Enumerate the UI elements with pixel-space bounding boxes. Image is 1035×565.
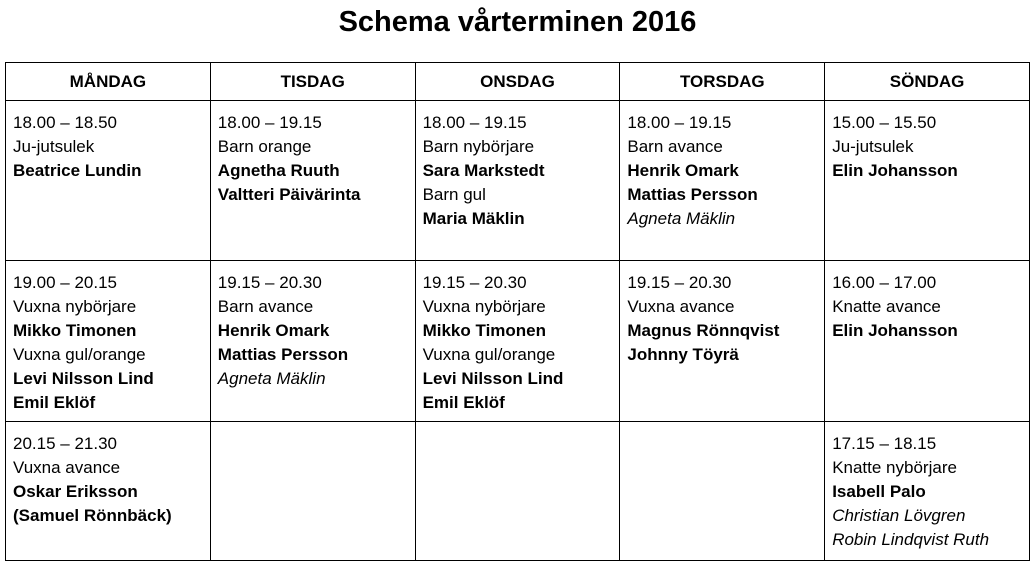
- instructor-name: Henrik Omark: [217, 321, 330, 340]
- class-name: Vuxna gul/orange: [422, 345, 556, 364]
- time-slot: 18.00 – 19.15: [627, 113, 732, 132]
- schedule-cell-tuesday: [210, 261, 415, 422]
- class-name: Barn gul: [422, 185, 486, 204]
- instructor-name: Emil Eklöf: [13, 393, 96, 412]
- assistant-name: Robin Lindqvist Ruth: [832, 530, 990, 549]
- time-slot: 18.00 – 19.15: [217, 113, 322, 132]
- assistant-name: Christian Lövgren: [832, 506, 966, 525]
- day-header-sunday: SÖNDAG: [825, 63, 1030, 101]
- schedule-cell-monday: [6, 101, 211, 261]
- instructor-name: Elin Johansson: [832, 321, 958, 340]
- schedule-cell-wednesday: [415, 422, 620, 561]
- class-name: Barn orange: [217, 137, 312, 156]
- instructor-name: Beatrice Lundin: [13, 161, 142, 180]
- time-slot: 15.00 – 15.50: [832, 113, 937, 132]
- assistant-name: Agneta Mäklin: [627, 209, 736, 228]
- day-header-thursday: TORSDAG: [620, 63, 825, 101]
- instructor-name: Oskar Eriksson: [13, 482, 138, 501]
- instructor-name: Levi Nilsson Lind: [13, 369, 154, 388]
- time-slot: 19.15 – 20.30: [422, 273, 527, 292]
- time-slot: 19.00 – 20.15: [13, 273, 117, 292]
- time-slot: 20.15 – 21.30: [13, 434, 117, 453]
- assistant-name: Agneta Mäklin: [217, 369, 326, 388]
- instructor-name: Emil Eklöf: [422, 393, 505, 412]
- schedule-cell-thursday: [620, 422, 825, 561]
- schedule-row: [6, 101, 1030, 261]
- schedule-cell-thursday: [620, 261, 825, 422]
- time-slot: 17.15 – 18.15: [832, 434, 937, 453]
- instructor-name: Elin Johansson: [832, 161, 958, 180]
- time-slot: 16.00 – 17.00: [832, 273, 937, 292]
- time-slot: 19.15 – 20.30: [627, 273, 732, 292]
- instructor-name: Mikko Timonen: [422, 321, 547, 340]
- instructor-name: Mikko Timonen: [13, 321, 137, 340]
- class-name: Ju-jutsulek: [13, 137, 95, 156]
- day-header-tuesday: TISDAG: [210, 63, 415, 101]
- class-name: Barn avance: [217, 297, 314, 316]
- class-name: Barn nybörjare: [422, 137, 535, 156]
- class-name: Ju-jutsulek: [832, 137, 914, 156]
- instructor-name: Sara Markstedt: [422, 161, 545, 180]
- header-row: [6, 63, 1030, 101]
- instructor-name: Mattias Persson: [217, 345, 349, 364]
- instructor-name: Levi Nilsson Lind: [422, 369, 564, 388]
- instructor-name: Isabell Palo: [832, 482, 926, 501]
- schedule-cell-sunday: [825, 101, 1030, 261]
- schedule-cell-monday: [6, 422, 211, 561]
- instructor-name: Johnny Töyrä: [627, 345, 739, 364]
- instructor-name: Agnetha Ruuth: [217, 161, 340, 180]
- instructor-name: Mattias Persson: [627, 185, 758, 204]
- instructor-name: Henrik Omark: [627, 161, 739, 180]
- schedule-row: [6, 422, 1030, 561]
- class-name: Barn avance: [627, 137, 723, 156]
- schedule-cell-sunday: [825, 261, 1030, 422]
- class-name: Knatte nybörjare: [832, 458, 957, 477]
- schedule-cell-thursday: [620, 101, 825, 261]
- schedule-cell-sunday: [825, 422, 1030, 561]
- schedule-row: [6, 261, 1030, 422]
- class-name: Vuxna gul/orange: [13, 345, 146, 364]
- instructor-name: Maria Mäklin: [422, 209, 525, 228]
- time-slot: 18.00 – 19.15: [422, 113, 527, 132]
- schedule-table: [5, 62, 1030, 561]
- class-name: Vuxna nybörjare: [13, 297, 137, 316]
- class-name: Vuxna avance: [13, 458, 121, 477]
- day-header-monday: MÅNDAG: [6, 63, 211, 101]
- class-name: Vuxna avance: [627, 297, 735, 316]
- time-slot: 19.15 – 20.30: [217, 273, 322, 292]
- page-title: Schema vårterminen 2016: [338, 6, 697, 38]
- instructor-name: Magnus Rönnqvist: [627, 321, 780, 340]
- day-header-wednesday: ONSDAG: [415, 63, 620, 101]
- class-name: Knatte avance: [832, 297, 941, 316]
- schedule-cell-monday: [6, 261, 211, 422]
- time-slot: 18.00 – 18.50: [13, 113, 117, 132]
- instructor-name: Valtteri Päivärinta: [217, 185, 361, 204]
- schedule-cell-wednesday: [415, 261, 620, 422]
- schedule-cell-tuesday: [210, 101, 415, 261]
- instructor-name: (Samuel Rönnbäck): [13, 506, 172, 525]
- schedule-cell-tuesday: [210, 422, 415, 561]
- schedule-cell-wednesday: [415, 101, 620, 261]
- class-name: Vuxna nybörjare: [422, 297, 546, 316]
